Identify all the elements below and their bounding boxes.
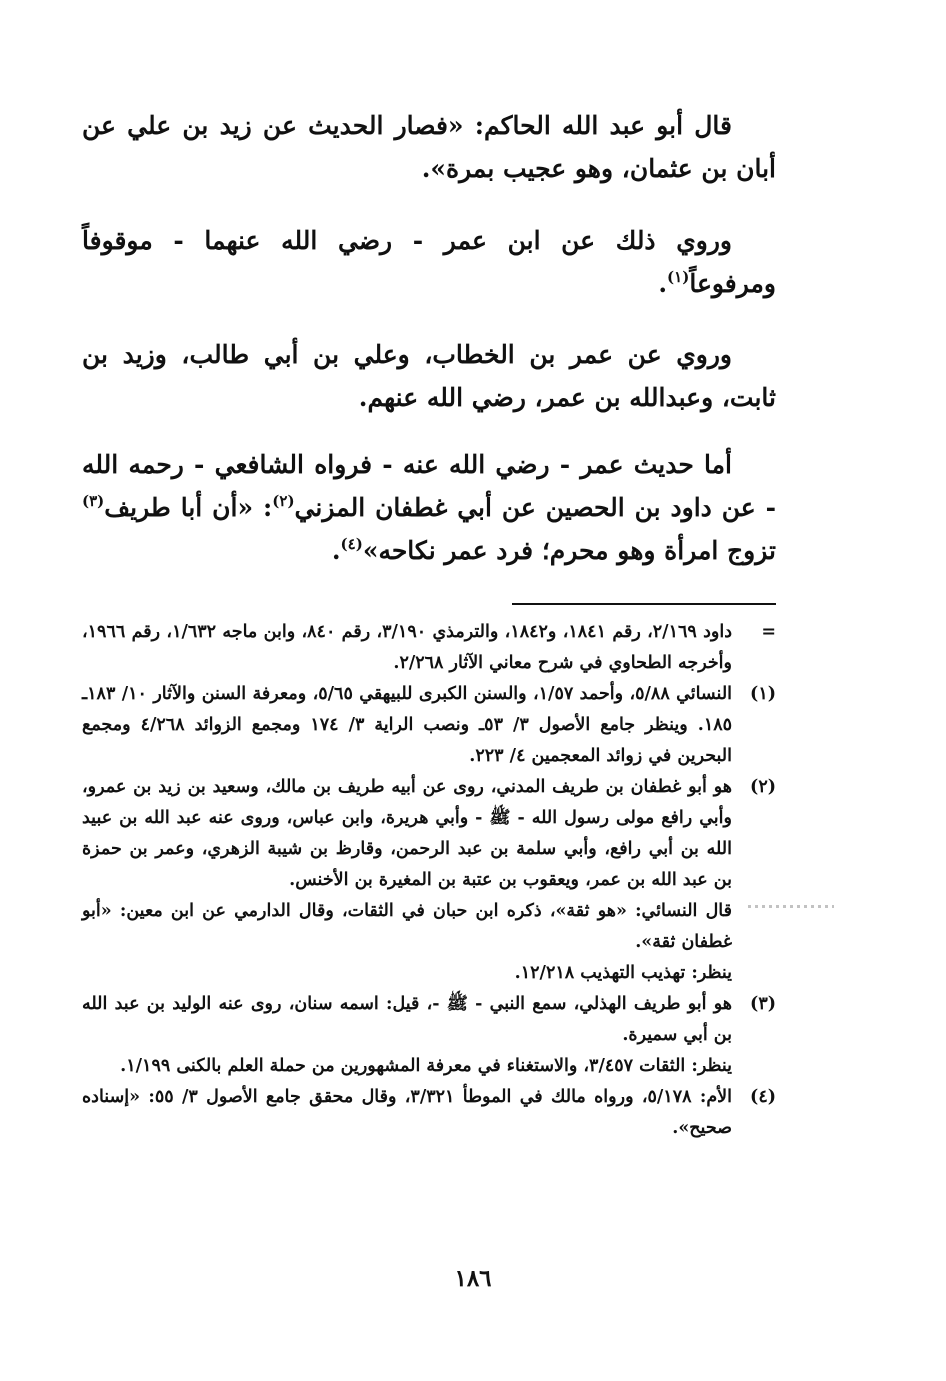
footnote-4 — [82, 1082, 776, 1144]
footnote-text: هو أبو غطفان بن طريف المدني، روى عن أبيه طريف بن مالك، وسعيد بن زيد بن عمرو، وأبي رافع مولى رسول الله - ﷺ - وأبي هريرة، وابن عباس، وروى عنه عبد الله بن عبيد الله بن أبي رافع، وأبي سلمة بن عبد الرحمن، وقارظ بن شيبة الزهري، وعمر بن حمزة بن عبد الله بن عمر، ويعقوب بن عتبة بن المغيرة بن الأخنس. — [82, 777, 732, 890]
paragraph-punctuation: . — [658, 269, 668, 298]
main-paragraph-4 — [82, 443, 776, 572]
paragraph-text: تزوج امرأة وهو محرم؛ فرد عمر نكاحه» — [362, 536, 776, 565]
footnote-reference-1[interactable]: (١) — [667, 268, 690, 286]
footnote-reference-2[interactable]: (٢) — [272, 492, 295, 510]
footnote-marker: (١) — [750, 684, 776, 704]
footnote-text: ينظر: تهذيب التهذيب ١٢/٢١٨. — [514, 963, 732, 983]
main-paragraph-2 — [82, 219, 776, 305]
footnote-reference-3[interactable]: (٣) — [82, 492, 105, 510]
scan-artifact — [748, 905, 834, 908]
paragraph-punctuation: . — [331, 536, 341, 565]
paragraph-text: : «أن أبا طريف — [104, 493, 273, 522]
paragraph-text: قال أبو عبد الله الحاكم: «فصار الحديث عن زيد بن علي عن أبان بن عثمان، وهو عجيب بمرة». — [82, 111, 776, 183]
main-paragraph-3 — [82, 333, 776, 419]
footnote-3 — [82, 989, 776, 1082]
footnote-continuation — [82, 617, 776, 679]
paragraph-text: وروي ذلك عن ابن عمر - رضي الله عنهما - موقوفاً ومرفوعاً — [82, 226, 776, 298]
footnote-marker: (٢) — [750, 777, 776, 797]
footnote-marker: (٣) — [750, 994, 776, 1014]
footnote-marker: (٤) — [750, 1087, 776, 1107]
footnote-text: ينظر: الثقات ٣/٤٥٧، والاستغناء في معرفة المشهورين من حملة العلم بالكنى ١/١٩٩. — [120, 1056, 732, 1076]
footnote-separator — [512, 603, 776, 605]
footnote-text: النسائي ٥/٨٨، وأحمد ١/٥٧، والسنن الكبرى للبيهقي ٥/٦٥، ومعرفة السنن والآثار ١٠/ ١٨٣ـ ١٨٥. وينظر جامع الأصول ٣/ ٥٣ـ ونصب الراية ٣/ ١٧٤ ومجمع الزوائد ٤/٢٦٨ ومجمع البحرين في زوائد المعجمين ٤/ ٢٢٣. — [82, 684, 733, 766]
footnotes-block — [82, 617, 776, 1144]
footnote-text: الأم: ٥/١٧٨، ورواه مالك في الموطأ ٣/٣٢١، وقال محقق جامع الأصول ٣/ ٥٥: «إسناده صحيح». — [82, 1087, 732, 1138]
footnote-text: هو أبو طريف الهذلي، سمع النبي - ﷺ -، قيل: اسمه سنان، روى عنه الوليد بن عبد الله بن أبي سميرة. — [82, 994, 732, 1045]
footnote-1 — [82, 679, 776, 772]
footnote-2 — [82, 772, 776, 989]
main-paragraph-1 — [82, 104, 776, 190]
footnote-marker: = — [761, 622, 776, 642]
footnote-text: داود ٢/١٦٩، رقم ١٨٤١، و١٨٤٢، والترمذي ٣/١٩٠، رقم ٨٤٠، وابن ماجه ١/٦٣٢، رقم ١٩٦٦، وأخرجه الطحاوي في شرح معاني الآثار ٢/٢٦٨. — [82, 622, 733, 673]
page-number: ١٨٦ — [454, 1265, 492, 1292]
footnote-text: قال النسائي: «هو ثقة»، ذكره ابن حبان في الثقات، وقال الدارمي عن ابن معين: «أبو غطفان ثقة». — [82, 901, 732, 952]
paragraph-text: أما حديث عمر - رضي الله عنه - فرواه الشافعي - رحمه الله - عن داود بن الحصين عن أبي غطفان المزني — [82, 450, 776, 522]
paragraph-text: وروي عن عمر بن الخطاب، وعلي بن أبي طالب، وزيد بن ثابت، وعبدالله بن عمر، رضي الله عنهم. — [82, 340, 776, 412]
footnote-reference-4[interactable]: (٤) — [340, 535, 363, 553]
